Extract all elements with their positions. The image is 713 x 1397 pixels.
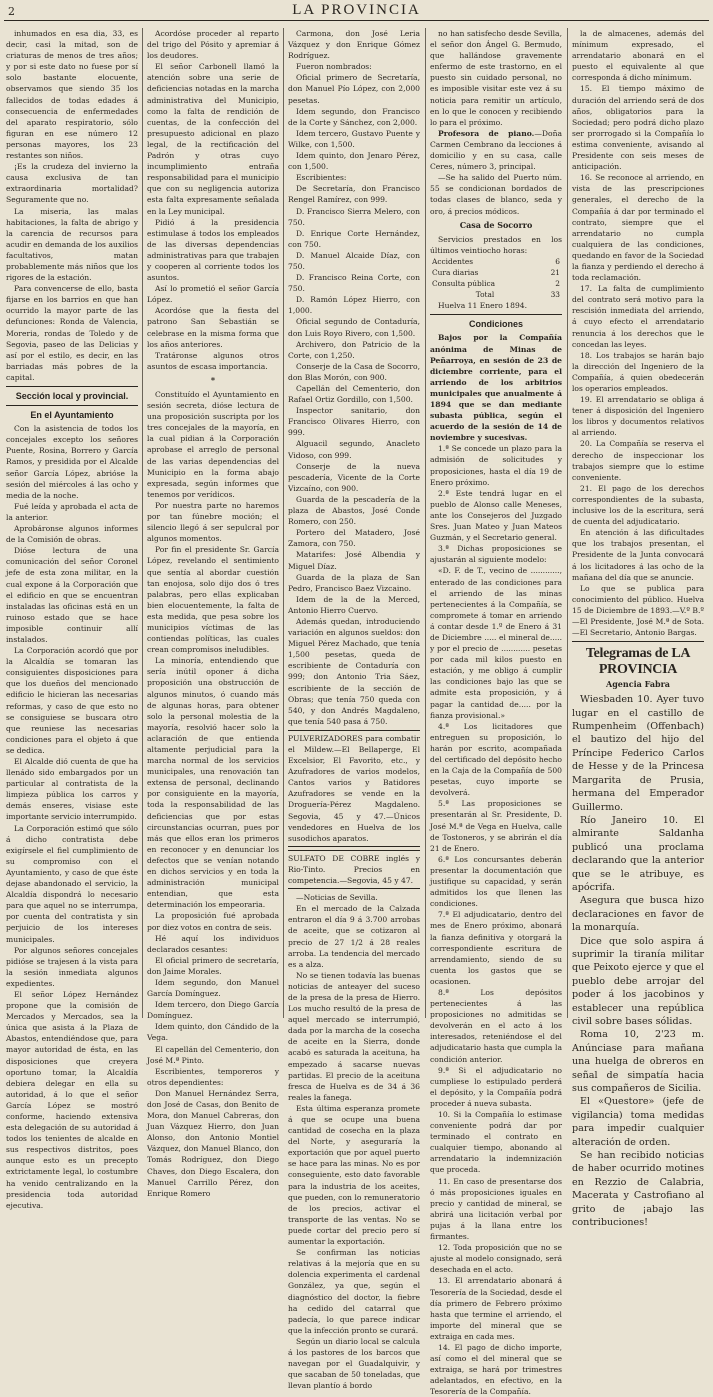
article-paragraph: D. Enrique Corte Hernández, con 750. — [288, 228, 420, 249]
condition-paragraph: En atención á las dificultades que los trabajos presentan, el Presidente de la Junta convocará á los licitadores á las ocho de la mañana del día que se anuncie. — [572, 528, 704, 582]
column-divider — [567, 28, 568, 1018]
row-label: Accidentes — [432, 256, 473, 266]
notice-title: Profesora de piano. — [438, 128, 535, 138]
condition-paragraph: 17. La falta de cumplimiento del contrato será motivo para la rescisión inmediata del arriendo, á cuyo efecto el arrendatario renuncia á los derechos que le concedan las leyes. — [572, 284, 704, 349]
condition-paragraph: 19. El arrendatario se obliga á tener á disposición del Ingeniero los libros y documentos relativos al arriendo. — [572, 395, 704, 438]
article-paragraph: Por fin el presidente Sr. García López, revelando el sentimiento que sentía al abordar cuestión tan enojosa, solo dijo dos ó tres palabras, pero ellas explicaban bien elocuentemente, la falta de esta medida, que pesa sobre los municipios víctimas de las contiendas políticas, las cuales crean compromisos ineludibles. — [147, 545, 279, 655]
article-paragraph: En el mercado de la Calzada entraron el día 9 á 3.700 arrobas de aceite, que se cotizaron al precio de 27 1/2 á 28 reales arroba. La tendencia del mercado es a alza. — [288, 904, 420, 969]
condition-paragraph: 8.ª Los depósitos pertenecientes á las proposiciones no admitidas se devolverán en el acto á los interesados, reteniéndose el del adjudicatario hasta que cumpla la condición anterior. — [430, 987, 562, 1064]
telegrams-heading: Telegramas de LA PROVINCIA — [585, 646, 691, 678]
article-paragraph: El señor López Hernández propone que la comisión de Mercados y Mercados, sea la única que asista á la Plaza de Abastos, entendiéndose que, para mayor autoridad de ésta, en las disposiciones que creyera oportuno tomar, la Alcaldía debiera delegar en ella su autoridad, á lo que el señor García López se mostró conforme, haciendo extensiva esta delegación de su autoridad á todos los tenientes de alcalde en sus respectivos distritos, poes aunque esto es un precepto extrictamente legal, lo costumbre ha venido centralizando en la presidencia toda autoridad ejecutiva. — [6, 989, 138, 1210]
advertisement — [288, 730, 420, 847]
total-value: 33 — [550, 290, 560, 300]
condition-paragraph: la de almacenes, además del mínimum expresado, el arrendatario abonará en el puesto el equivalente al que corresponda á dicho mínimum. — [572, 29, 704, 83]
article-paragraph: Idem tercero, Gustavo Puente y Wilke, con 1,500. — [288, 128, 420, 149]
asterisk-separator: * — [210, 374, 216, 385]
article-paragraph: Archivero, don Patricio de la Corte, con 1,250. — [288, 339, 420, 360]
article-paragraph: El capellán del Cementerio, don José M.ª Pinto. — [147, 1044, 279, 1065]
article-paragraph: La proposición fué aprobada por diez votos en contra de seis. — [147, 911, 279, 932]
condition-paragraph: 21. El pago de los derechos correspondientes de la subasta, inclusive los de la escritura, será de cuenta del adjudicatario. — [572, 483, 704, 527]
telegrams-body — [572, 693, 704, 1229]
column-divider — [142, 28, 143, 1018]
article-paragraph: Idem segundo, don Manuel García Domínguez. — [147, 977, 279, 999]
article-paragraph: Portero del Matadero, José Zamora, con 750. — [288, 528, 420, 549]
telegram-paragraph: Roma 10, 2'23 m. Anúnciase para mañana una huelga de obreros en señal de simpatía hacia sus compañeros de Sicilia. — [572, 1029, 704, 1095]
article-paragraph: Idem segundo, don Francisco de la Corte y Sánchez, con 2,000. — [288, 106, 420, 127]
row-value: 6 — [555, 256, 560, 266]
article-paragraph: —Se ha salido del Puerto núm. 55 se condicionan bordados de todas clases de blanco, seda y oro, á precios módicos. — [430, 173, 562, 216]
condition-paragraph: 2.ª Este tendrá lugar en el pueblo de Alonso calle Meneses, ante los Consejeros del Juzgado Sres. Juan Mateo y Juan Mateos Guzmán, y el Secretario general. — [430, 488, 562, 543]
article-paragraph: D. Ramón López Hierro, con 1,000. — [288, 295, 420, 316]
article-heading: En el Ayuntamiento — [30, 410, 114, 421]
article-paragraph: Capellán del Cementerio, don Rafael Ortiz Gordillo, con 1,500. — [288, 384, 420, 405]
condition-paragraph: «D. F. de T., vecino de ............, enterado de las condiciones para el arriendo de las minas pertenecientes á la Compañía, se compromete á tomar en arriendo á contar desde 1.º de Enero á 31 de Diciembre ..... el mineral de..... y por el precio de ............ pesetas por cada mil kilos puesto en estación, y me obligo á cumplir las condiciones bajo las que se admite esta proposición, y á pagar la cantidad de..... por la fianza provisional.» — [430, 566, 562, 720]
column-divider — [283, 28, 284, 1018]
article-paragraph: Conserje de la nueva pescadería, Vicente de la Corte Vizcaíno, con 900. — [288, 461, 420, 493]
condition-paragraph: Lo que se publica para conocimiento del público. Huelva 15 de Diciembre de 1893.—V.º B.º—El Presidente, José M.ª de Sota.—El Secretario, Antonio Bargas. — [572, 583, 704, 638]
condition-paragraph: 18. Los trabajos se harán bajo la dirección del Ingeniero de la Compañía, á quien obedecerán los operarios empleados. — [572, 350, 704, 393]
column-1 — [6, 28, 138, 1210]
article-paragraph: El Alcalde dió cuenta de que ha llenádo sido embargados por un particular al contratista de la limpieza pública los carros y demás enseres, visiase este importante servicio interrumpido. — [6, 757, 138, 822]
condition-paragraph: 9.ª Si el adjudicatario no cumpliese lo estipulado perderá el depósito, y la Compañía podrá proceder á nueva subasta. — [430, 1065, 562, 1108]
article-paragraph: Escribientes: — [296, 173, 347, 183]
article-paragraph: Así lo prometió el señor García López. — [147, 284, 279, 305]
column-2 — [147, 28, 279, 1198]
article-paragraph: Oficial primero de Secretaría, don Manuel Pío López, con 2,000 pesetas. — [288, 73, 420, 105]
condition-paragraph: 10. Si la Compañía lo estimase conveniente podrá dar por terminado el contrato en cualquier tiempo, abonando al arrendatario la indemnización que proceda. — [430, 1110, 562, 1175]
article-paragraph: Pidió á la presidencia estimulase á todos los empleados de las diversas dependencias administrativas para que trabajen y cooperen al corriente todos los asuntos. — [147, 217, 279, 283]
article-paragraph: Idem tercero, don Diego García Domínguez. — [147, 1000, 279, 1021]
article-paragraph: Fueron nombrados: — [296, 62, 372, 72]
total-label: Total — [475, 290, 495, 300]
page-number: 2 — [8, 5, 15, 18]
column-3 — [288, 28, 420, 1391]
services-table — [430, 256, 562, 300]
article-paragraph: Conserje de la Casa de Socorro, don Blas Morón, con 900. — [288, 361, 420, 382]
condition-paragraph: 1.ª Se concede un plazo para la admisión de solicitudes y proposiciones, hasta el día 19 de Enero próximo. — [430, 444, 562, 487]
article-paragraph: no han satisfecho desde Sevilla, el señor don Ángel G. Bermudo, que hallándose gravemente enfermo de este trastorno, en el puesto sin cuidado personal, no es imposible visitar este vez á su noticia para remitir un artículo, en lo que le conocen y recibiendo lo para el próximo. — [430, 29, 562, 127]
article-paragraph: Don Manuel Hernández Serra, don José de Casas, don Benito de Mora, don Manuel Cabreras, don Juan Vázquez Hierro, don Juan Alonso, don Antonio Montiel Vázquez, don Manuel Blanco, don Tomás Rodríguez, don Diego Chaves, don Diego Escalera, don Manuel Carrillo Pérez, don Enrique Romero — [147, 1088, 279, 1198]
article-paragraph: No se tienen todavía las buenas noticias de anteayer del suceso de la presa de la presa de Hierro. Los mucho resultó de la presa de aquel mercado se interrumpió, dada por la marcha de la cosecha de aceite en la Sierra, donde acabó es saturada la aceituna, ha empezado á sacarse nuevas partidas. El precio de la aceituna fresca de Huelva es de 34 á 36 reales la fanega. — [288, 970, 420, 1102]
article-paragraph: La minoría, entendiendo que sería inútil oponer á dicha proposición una obstrucción de algunos minutos, ó cuando más de algunas horas, para obtener solo la personal molestia de la mayoría, resolvió hacer solo la aclaración de que entienda altamente perjudicial para la marcha normal de los servicios municipales, una renovación tan extensa de personal, declinando por consiguiente en la mayoría, toda la responsabilidad de las deficiencias que por estas circunstancias ocurran, pues por más que ellos eran los primeros en reconocer y en denunciar los defectos que se venían notando en dichos servicios y en toda la administración municipal entendian, que esta determinación los empeoraria. — [147, 656, 279, 910]
article-intro: Bajos por la Compañía anónima de Minas de Peñarroya, en sesión de 23 de diciembre corriente, para el arriendo de los arbitrios municipales que anualmente á 1894 que se dan mediante subasta pública, según el acuerdo de la sesión de 14 de noviembre y sucesivas. — [430, 333, 562, 443]
condition-paragraph: 15. El tiempo máximo de duración del arriendo será de dos años, obligatorios para la Sociedad; pero podrá dicho plazo ser prorrogado si la Compañía lo estima conveniente, avisando al Presidente con seis meses de anticipación. — [572, 84, 704, 172]
condition-paragraph: 11. En caso de presentarse dos ó más proposiciones iguales en precio y cantidad de mineral, se abrirá una licitación verbal por pujas á la llana entre los firmantes. — [430, 1176, 562, 1242]
article-paragraph: De Secretaría, don Francisco Rengel Ramírez, con 999. — [288, 184, 420, 205]
article-paragraph: La Corporación estimó que sólo á dicho contratista debe exigírsele el fiel cumplimiento de su compromiso con el Ayuntamiento, y caso de que éste dejase abandonado el servicio, la Alcaldía dispondrá lo necesario para que aquel no se interrumpa, por cuenta del contratista y sin perjuicio de los intereses municipales. — [6, 823, 138, 944]
telegram-paragraph: Río Janeiro 10. El almirante Saldanha publicó una proclama declarando que la anterior que se le atribuye, es apócrifa. — [572, 814, 704, 893]
column-divider — [425, 28, 426, 1018]
article-paragraph: Escribientes, temporeros y otros dependientes: — [147, 1066, 279, 1087]
condition-paragraph: 14. El pago de dicho importe, así como el del mineral que se extraiga, se hará por trimestres adelantados, en efectivo, en la Tesorería de la Compañía. — [430, 1342, 562, 1397]
article-paragraph: Idem quinto, don Cándido de la Vega. — [147, 1022, 279, 1043]
article-paragraph: Según un diario local se calcula á los pastores de los barcos que navegan por el Guadalquivir, y que sacaban de 50 toneladas, que llevan plantío á bordo — [288, 1336, 420, 1391]
telegram-paragraph: Wiesbaden 10. Ayer tuvo lugar en el castillo de Rumpenheim (Offenbach) el bautizo del hijo del Príncipe Federico Carlos de Hesse y de la Princesa Margarita de Prusia, hermana del Emperador Guillermo. — [572, 694, 704, 813]
header-rule — [4, 20, 709, 21]
section-rule — [572, 641, 704, 642]
article-paragraph: Idem de la de la Merced, Antonio Hierro Cuervo. — [288, 594, 420, 615]
article-paragraph: Aprobáronse algunos informes de la Comisión de obras. — [6, 524, 138, 545]
advertisement — [288, 850, 420, 889]
article-paragraph: Dióse lectura de una comunicación del señor Coronel jefe de esta zona militar, en la cual expone á la Corporación que el edificio en que se encuentran instaladas las oficinas está en un ruinoso estado que se hace imposible continuir allí instalados. — [6, 546, 138, 644]
article-paragraph: D. Francisco Sierra Melero, con 750. — [288, 206, 420, 227]
article-paragraph: Se confirman las noticias relativas á la mejoría que en su dolencia experimenta el cardenal González, ya que, según el diagnóstico del doctor, la fiebre ha cedido del catarral que padecía, lo que parece indicar que la infección pronto se curará. — [288, 1248, 420, 1335]
section-rule — [6, 386, 138, 387]
dateline: Huelva 11 Enero 1894. — [438, 301, 528, 311]
article-paragraph: Alguacil segundo, Anacleto Vidoso, con 999. — [288, 439, 420, 460]
table-row — [430, 256, 562, 267]
article-paragraph: Además quedan, introduciendo variación en algunos sueldos: don Miguel Pérez Machado, que tenía 1,500 pesetas, queda de escribiente de Contaduría con 999; don Antonio Tria Sáez, escribiente de la sección de Obras; que tenía 750 queda con 540, y don Andrés Magdaleno, que tenía 540 pasa á 750. — [288, 616, 420, 726]
ad-text: SULFATO DE COBRE inglés y Rio-Tinto. Precios en competencia.—Segovia, 45 y 47. — [288, 853, 420, 886]
article-paragraph: ¡Es la crudeza del invierno la causa exclusiva de tan extraordinaria mortalidad? Seguramente que no. — [6, 162, 138, 205]
article-heading: —Noticias de Sevilla. — [296, 893, 378, 903]
table-row — [430, 267, 562, 278]
article-paragraph: Por nuestra parte no haremos por tan fúnebre moción; el silencio llegó á ser sepulcral por algunos momentos. — [147, 500, 279, 544]
article-paragraph: inhumados en esa dia, 33, es decir, casi la mitad, son de criaturas de menos de tres años; y por si este dato no fuese por sí solo bastante elocuente, observamos que siendo 35 los fallecidos de todas edades á consecuencia de enfermedades del aparato respiratorio, sólo figuran en ese número 12 personas mayores, los 23 restantes son niños. — [6, 29, 138, 161]
telegram-paragraph: Dice que solo aspira á suprimir la tiranía militar que Peixoto ejerce y que el pueblo debe arrojar del poder á los jacobinos y establecer una república civil sobre bases sólidas. — [572, 935, 704, 1027]
condition-paragraph: 5.ª Las proposiciones se presentarán al Sr. Presidente, D. José M.ª de Vega en Huelva, calle de Tostoneros, y se abrirán el día 21 de Enero. — [430, 799, 562, 853]
article-paragraph: El oficial primero de secretaría, don Jaime Morales. — [147, 955, 279, 976]
condition-paragraph: 7.ª El adjudicatario, dentro del mes de Enero próximo, abonará la fianza definitiva y otorgará la correspondiente escritura de arrendamiento, siendo de su cuenta los gastos que se ocasionen. — [430, 910, 562, 986]
ad-text: PULVERIZADORES para combatir el Mildew.—El Bellaperge, El Excelsior, El Favorito, etc., y Azufradores de varios modelos, Cantos varios y Batidores Azufradores se vende en la Droguería-Pérez Magdaleno. Segovia, 45 y 47.—Únicos vendedores en Huelva de los susodichos aparatos. — [288, 733, 420, 843]
newspaper-title: LA PROVINCIA — [292, 2, 421, 18]
article-paragraph: Guarda de la plaza de San Pedro, Francisco Baez Vizcaino. — [288, 572, 420, 593]
article-paragraph: Matarifes: José Albendia y Miguel Díaz. — [288, 550, 420, 571]
condition-paragraph: 13. El arrendatario abonará á Tesorería de la Sociedad, desde el día primero de Febrero próximo hasta que termine el arriendo, el importe del mineral que se extraiga en cada mes. — [430, 1276, 562, 1341]
article-paragraph: Esta última esperanza promete á que se ocupe una buena cantidad de cosecha en la plaza del Norte, y aseguraría la exportación que por aquel puerto se hace para las minas. No es por conseguiente, esto dato favorable para la industria de los aceites, que pueden, con lo remuneratorio de los precios, activar el transporte de las ventas. No se puede cortar del precio pero sí aumentar la exportación. — [288, 1103, 420, 1247]
section-heading: Sección local y provincial. — [15, 391, 129, 401]
row-value: 2 — [555, 279, 560, 289]
row-value: 21 — [550, 267, 560, 277]
article-paragraph: D. Manuel Alcaide Díaz, con 750. — [288, 250, 420, 271]
article-paragraph: Acordóse que la fiesta del patrono San Sebastián se celebrase en la misma forma que los años anteriores. — [147, 306, 279, 349]
article-paragraph: Hé aquí los individuos declarados cesantes: — [147, 933, 279, 954]
column-4 — [430, 28, 562, 1397]
section-rule — [430, 314, 562, 315]
row-label: Consulta pública — [432, 279, 496, 289]
article-heading: Casa de Socorro — [459, 219, 533, 230]
article-paragraph: Para convencerse de ello, basta fijarse en los barrios en que han ocurrido la mayor parte de las defunciones: Ronda de Valencia, Moreria, rondas de Toledo y de Segovia, paseo de las Delicias y así por el estilo, es decir, en las barriadas más pobres de la capital. — [6, 284, 138, 382]
article-paragraph: Servicios prestados en los últimos veintiocho horas: — [430, 234, 562, 255]
table-total-row — [430, 289, 562, 300]
article-paragraph: Con la asistencia de todos los concejales excepto los señores Puente, Rosina, Borrero y García Ramos, y presidida por el Alcalde señor García López, abrióse la sesión del miércoles á las ocho y media de la noche. — [6, 424, 138, 500]
notice-text: —Doña Carmen Cembrano da lecciones á domicilio y en su casa, calle Ceres, número 3, principal. — [430, 128, 562, 172]
notice-paragraph — [430, 128, 562, 172]
agency-name: Agencia Fabra — [605, 679, 670, 690]
article-paragraph: Oficial segundo de Contaduría, don Luis Royo Rivero, con 1,500. — [288, 317, 420, 338]
article-paragraph: Inspector sanitario, don Francisco Olivares Hierro, con 999. — [288, 406, 420, 438]
article-paragraph: Guarda de la pescadería de la plaza de Abastos, José Conde Romero, con 250. — [288, 494, 420, 527]
telegram-paragraph: Asegura que busca hizo declaraciones en favor de la monarquía. — [572, 895, 704, 934]
article-paragraph: La Corporación acordó que por la Alcaldía se tomaran las consiguientes disposiciones para que los dueños del mencionado edificio le hicieran las necesarias reformas, y caso de que esto no se consiguiese se buscara otro que reuniese las necesarias condiciones para el objeto á que se dedica. — [6, 646, 138, 755]
article-paragraph: D. Francisco Reina Corte, con 750. — [288, 273, 420, 294]
telegram-paragraph: Se han recibido noticias de haber ocurrido motines en Rezzio de Calabria, Macerata y Castrofiano al grito de ¡abajo las contribuciones! — [572, 1150, 704, 1229]
article-paragraph: Carmona, don José Leria Vázquez y don Enrique Gómez Rodríguez. — [288, 29, 420, 61]
table-row — [430, 278, 562, 289]
article-paragraph: Fué leída y aprobada el acta de la anterior. — [6, 501, 138, 522]
article-heading: Condiciones — [468, 319, 523, 330]
telegram-paragraph: El «Questore» (jefe de vigilancia) toma medidas para impedir cualquier alteración de orden. — [572, 1096, 704, 1148]
article-paragraph: Constituído el Ayuntamiento en sesión secreta, dióse lectura de una proposición suscripta por los tres concejales de la mayoría, en la cual pidian á la Corporación aprobase el arreglo de personal de las varias dependencias del Municipio en la forma abajo expresada, según informes que tenemos por verídicos. — [147, 390, 279, 499]
article-paragraph: El señor Carbonell llamó la atención sobre una serie de deficiencias notadas en la marcha administrativa del Municipio, como la falta de rendición de cuentas, de la confección del presupuesto adicional en plazo legal, de la rectificación del Padrón y otras cuyo incumplimiento entraña responsabilidad para el municipio que con su negligencia autoriza esta falta expresamente señalada en la Ley municipal. — [147, 62, 279, 216]
article-paragraph: Acordóse proceder al reparto del trigo del Pósito y apremiar á los deudores. — [147, 29, 279, 61]
section-rule — [6, 405, 138, 406]
condition-paragraph: 4.ª Los licitadores que entreguen su proposición, lo harán por escrito, acompañada del certificado del depósito hecho en la Caja de la Compañía de 500 pesetas, cuyo importe se devolverá. — [430, 721, 562, 798]
condition-paragraph: 6.ª Los concursantes deberán presentar la documentación que justifique su capacidad, y serán admitidos los que llenen las condiciones. — [430, 854, 562, 909]
condition-paragraph: 20. La Compañía se reserva el derecho de inspeccionar los trabajos siempre que lo estime conveniente. — [572, 439, 704, 482]
condition-paragraph: 16. Se reconoce al arriendo, en vista de las prescripciones generales, el derecho de la Compañía á dar por terminado el contrato, siempre que el arrendatario no cumpla cualquiera de las condiciones, quedando en favor de la Sociedad la fianza y perdiendo el derecho á toda reclamación. — [572, 173, 704, 283]
article-paragraph: Tratáronse algunos otros asuntos de escasa importancia. — [147, 350, 279, 371]
article-paragraph: La miseria, las malas habitaciones, la falta de abrigo y la carencia de recursos para acudir en demanda de los auxilios facultativos, matan probablemente más niños que los rigores de la estación. — [6, 206, 138, 283]
condition-paragraph: 3.ª Dichas proposiciones se ajustarán al siguiente modelo: — [430, 544, 562, 565]
article-paragraph: Idem quinto, don Jenaro Pérez, con 1,500. — [288, 151, 420, 172]
column-5 — [572, 28, 704, 1229]
article-paragraph: Por algunos señores concejales pidióse se trajesen á la vista para la sesión inmediata algunos expedientes. — [6, 945, 138, 988]
row-label: Cura diarias — [432, 267, 479, 277]
condition-paragraph: 12. Toda proposición que no se ajuste al modelo consignado, será desechada en el acto. — [430, 1243, 562, 1275]
